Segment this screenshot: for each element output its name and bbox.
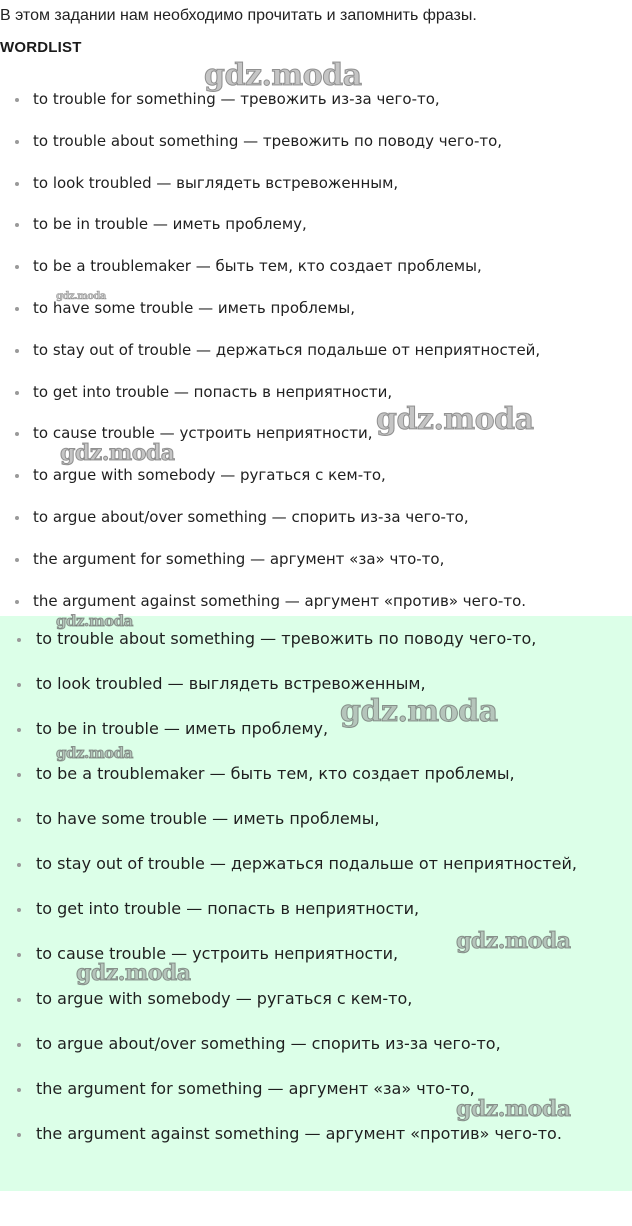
list-item-text: to be in trouble — иметь проблему, (36, 719, 329, 738)
list-item (0, 807, 632, 852)
bullet-icon (15, 182, 19, 186)
list-item (0, 213, 632, 255)
intro-text: В этом задании нам необходимо прочитать и запомнить фразы. (0, 7, 477, 24)
watermark: gdz.moda (376, 402, 534, 437)
list-item-text: to have some trouble — иметь проблемы, (33, 298, 355, 317)
watermark: gdz.moda (56, 291, 106, 302)
list-item-text: to cause trouble — устроить неприятности, (36, 944, 399, 963)
list-item (0, 130, 632, 172)
list-item-text: to be a troublemaker — быть тем, кто создает проблемы, (36, 764, 515, 783)
list-item-text: to look troubled — выглядеть встревоженным, (33, 173, 399, 192)
list-item (0, 672, 632, 717)
list-item (0, 255, 632, 297)
bullet-icon (17, 683, 21, 687)
list-item (0, 942, 632, 987)
list-item (0, 1032, 632, 1077)
bullet-icon (15, 558, 19, 562)
list-item (0, 297, 632, 339)
bullet-icon (17, 773, 21, 777)
list-item (0, 172, 632, 214)
bullet-icon (15, 140, 19, 144)
list-item-text: to argue about/over something — спорить из-за чего-то, (33, 507, 469, 526)
list-item (0, 422, 632, 464)
list-item (0, 1122, 632, 1167)
list-item-text: to trouble for something — тревожить из-за чего-то, (33, 90, 440, 108)
list-item-text: to be a troublemaker — быть тем, кто создает проблемы, (33, 257, 482, 276)
wordlist-top (0, 88, 632, 631)
bullet-icon (15, 474, 19, 478)
list-item-text: to get into trouble — попасть в неприятности, (33, 382, 393, 401)
list-item (0, 339, 632, 381)
list-item-text: to have some trouble — иметь проблемы, (36, 809, 380, 828)
bullet-icon (17, 863, 21, 867)
bullet-icon (17, 998, 21, 1002)
bullet-icon (17, 1088, 21, 1092)
bullet-icon (17, 1043, 21, 1047)
watermark: gdz.moda (76, 960, 191, 986)
list-item (0, 627, 632, 672)
wordlist-heading: WORDLIST (0, 39, 82, 56)
list-item (0, 381, 632, 423)
bullet-icon (15, 349, 19, 353)
list-item-text: to get into trouble — попасть в неприятности, (36, 899, 420, 918)
list-item-text: to stay out of trouble — держаться подальше от неприятностей, (33, 340, 541, 359)
list-item (0, 987, 632, 1032)
bullet-icon (17, 728, 21, 732)
list-item (0, 548, 632, 590)
bullet-icon (17, 638, 21, 642)
watermark: gdz.moda (340, 694, 498, 729)
list-item-text: to argue with somebody — ругаться с кем-то, (33, 466, 386, 485)
list-item-text: the argument against something — аргумент «против» чего-то. (36, 1124, 562, 1143)
list-item-text: the argument for something — аргумент «за» что-то, (36, 1079, 475, 1098)
list-item-text: the argument for something — аргумент «за» что-то, (33, 549, 445, 568)
list-item (0, 897, 632, 942)
list-item (0, 852, 632, 897)
list-item (0, 1077, 632, 1122)
bullet-icon (17, 908, 21, 912)
list-item (0, 717, 632, 762)
list-item-text: the argument against something — аргумент «против» чего-то. (33, 591, 527, 610)
bullet-icon (17, 1133, 21, 1137)
list-item-text: to be in trouble — иметь проблему, (33, 215, 307, 234)
list-item (0, 88, 632, 130)
bullet-icon (15, 307, 19, 311)
list-item-text: to argue with somebody — ругаться с кем-то, (36, 989, 413, 1008)
list-item (0, 506, 632, 548)
list-item (0, 464, 632, 506)
list-item-text: to argue about/over something — спорить из-за чего-то, (36, 1034, 501, 1053)
list-item-text: to look troubled — выглядеть встревоженным, (36, 674, 426, 693)
watermark: gdz.moda (204, 58, 362, 93)
list-item-text: to trouble about something — тревожить по поводу чего-то, (33, 131, 503, 150)
bullet-icon (17, 953, 21, 957)
watermark: gdz.moda (456, 928, 571, 954)
bullet-icon (15, 391, 19, 395)
list-item (0, 762, 632, 807)
watermark: gdz.moda (56, 744, 133, 762)
bullet-icon (15, 265, 19, 269)
watermark: gdz.moda (60, 440, 175, 466)
wordlist-highlighted (0, 627, 632, 1167)
bullet-icon (17, 818, 21, 822)
bullet-icon (15, 223, 19, 227)
list-item-text: to cause trouble — устроить неприятности, (33, 424, 373, 443)
list-item-text: to stay out of trouble — держаться подальше от неприятностей, (36, 854, 577, 873)
bullet-icon (15, 98, 19, 102)
list-item-text: to trouble about something — тревожить по поводу чего-то, (36, 629, 537, 648)
bullet-icon (15, 432, 19, 436)
bullet-icon (15, 600, 19, 604)
bullet-icon (15, 516, 19, 520)
watermark: gdz.moda (456, 1096, 571, 1122)
watermark: gdz.moda (56, 612, 133, 630)
